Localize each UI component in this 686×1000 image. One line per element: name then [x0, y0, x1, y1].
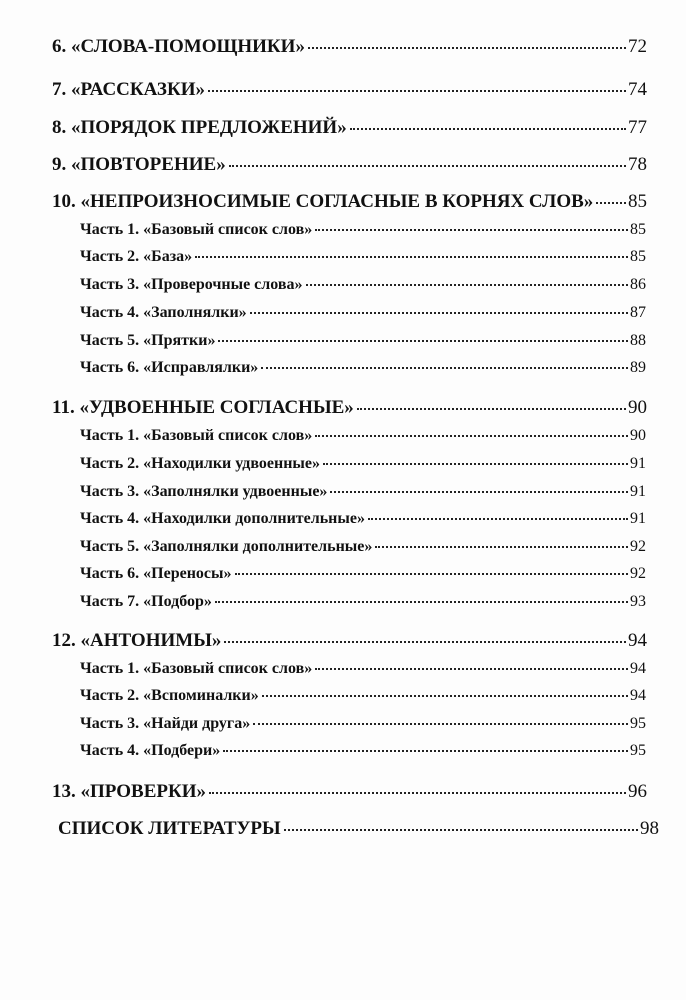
dot-leader	[218, 340, 628, 342]
toc-part-10-1	[80, 222, 646, 238]
toc-part-11-2	[80, 456, 646, 472]
toc-page-number: 95	[630, 742, 646, 759]
toc-part-10-6	[80, 360, 646, 376]
dot-leader	[209, 792, 626, 794]
dot-leader	[306, 284, 629, 286]
toc-chapter-title: 9. «ПОВТОРЕНИЕ»	[52, 154, 226, 175]
toc-page-number: 85	[630, 221, 646, 238]
dot-leader	[229, 165, 626, 167]
toc-part-title: Часть 3. «Заполнялки удвоенные»	[80, 483, 328, 500]
toc-chapter-title: 6. «СЛОВА-ПОМОЩНИКИ»	[52, 36, 305, 57]
dot-leader	[350, 128, 626, 130]
toc-page-number: 72	[628, 36, 647, 57]
toc-page-number: 89	[630, 359, 646, 376]
toc-part-title: Часть 3. «Проверочные слова»	[80, 276, 303, 293]
toc-page-number: 86	[630, 276, 646, 293]
toc-chapter-11	[52, 398, 647, 417]
dot-leader	[223, 750, 628, 752]
toc-chapter-8	[52, 118, 647, 137]
toc-page-number: 93	[630, 593, 646, 610]
toc-part-title: Часть 5. «Прятки»	[80, 332, 216, 349]
dot-leader	[315, 229, 628, 231]
toc-chapter-10	[52, 192, 647, 211]
dot-leader	[315, 435, 628, 437]
toc-part-10-3	[80, 277, 646, 293]
toc-chapter-6	[52, 37, 647, 56]
toc-part-title: Часть 1. «Базовый список слов»	[80, 660, 313, 677]
dot-leader	[253, 723, 628, 725]
toc-part-title: Часть 6. «Исправлялки»	[80, 359, 259, 376]
toc-page-number: 87	[630, 304, 646, 321]
toc-page-number: 88	[630, 332, 646, 349]
toc-part-title: Часть 3. «Найди друга»	[80, 715, 251, 732]
toc-page-number: 94	[630, 660, 646, 677]
toc-page-number: 78	[628, 154, 647, 175]
toc-chapter-13	[52, 782, 647, 801]
toc-part-title: Часть 2. «Находилки удвоенные»	[80, 455, 321, 472]
toc-part-title: Часть 2. «База»	[80, 248, 193, 265]
toc-part-12-3	[80, 716, 646, 732]
toc-part-title: Часть 4. «Заполнялки»	[80, 304, 247, 321]
dot-leader	[357, 408, 626, 410]
toc-chapter-12	[52, 631, 647, 650]
toc-chapter-title: 12. «АНТОНИМЫ»	[52, 630, 222, 651]
toc-chapter-title: 7. «РАССКАЗКИ»	[52, 79, 206, 100]
toc-part-12-2	[80, 688, 646, 704]
toc-chapter-title: 8. «ПОРЯДОК ПРЕДЛОЖЕНИЙ»	[52, 117, 347, 138]
toc-part-10-5	[80, 333, 646, 349]
dot-leader	[215, 601, 628, 603]
toc-page-number: 91	[630, 483, 646, 500]
toc-part-title: Часть 2. «Вспоминалки»	[80, 687, 259, 704]
dot-leader	[224, 641, 626, 643]
toc-page-number: 95	[630, 715, 646, 732]
toc-part-title: Часть 4. «Подбери»	[80, 742, 221, 759]
toc-chapter-title: 10. «НЕПРОИЗНОСИМЫЕ СОГЛАСНЫЕ В КОРНЯХ СЛОВ»	[52, 191, 594, 212]
toc-chapter-title: 13. «ПРОВЕРКИ»	[52, 781, 207, 802]
toc-part-title: Часть 5. «Заполнялки дополнительные»	[80, 538, 373, 555]
toc-chapter-9	[52, 155, 647, 174]
toc-part-11-3	[80, 484, 646, 500]
toc-part-10-2	[80, 249, 646, 265]
dot-leader	[235, 573, 628, 575]
toc-part-11-1	[80, 428, 646, 444]
toc-page-number: 91	[630, 510, 646, 527]
toc-page-number: 92	[630, 565, 646, 582]
toc-chapter-7	[52, 80, 647, 99]
toc-part-11-6	[80, 566, 646, 582]
toc-page-number: 85	[628, 191, 647, 212]
toc-part-title: Часть 6. «Переносы»	[80, 565, 232, 582]
dot-leader	[375, 546, 628, 548]
toc-part-10-4	[80, 305, 646, 321]
toc-part-11-4	[80, 511, 646, 527]
dot-leader	[195, 256, 628, 258]
toc-page-number: 77	[628, 117, 647, 138]
toc-part-title: Часть 1. «Базовый список слов»	[80, 221, 313, 238]
toc-page-number: 74	[628, 79, 647, 100]
toc-page-number: 94	[628, 630, 647, 651]
toc-part-11-7	[80, 594, 646, 610]
toc-part-12-4	[80, 743, 646, 759]
toc-page-number: 94	[630, 687, 646, 704]
toc-page-number: 91	[630, 455, 646, 472]
toc-page-number: 85	[630, 248, 646, 265]
dot-leader	[315, 668, 628, 670]
dot-leader	[262, 695, 628, 697]
toc-part-title: Часть 7. «Подбор»	[80, 593, 212, 610]
dot-leader	[261, 367, 628, 369]
toc-page-number: 98	[640, 818, 659, 839]
dot-leader	[330, 491, 628, 493]
dot-leader	[596, 202, 626, 204]
toc-part-title: Часть 4. «Находилки дополнительные»	[80, 510, 365, 527]
dot-leader	[368, 518, 628, 520]
dot-leader	[284, 829, 638, 831]
toc-literature-title: СПИСОК ЛИТЕРАТУРЫ	[58, 818, 281, 839]
toc-page-number: 92	[630, 538, 646, 555]
dot-leader	[308, 47, 626, 49]
dot-leader	[208, 90, 626, 92]
toc-literature	[58, 819, 659, 838]
dot-leader	[323, 463, 628, 465]
toc-part-title: Часть 1. «Базовый список слов»	[80, 427, 313, 444]
toc-page-number: 90	[628, 397, 647, 418]
toc-page-number: 90	[630, 427, 646, 444]
toc-part-12-1	[80, 661, 646, 677]
dot-leader	[250, 312, 628, 314]
toc-part-11-5	[80, 539, 646, 555]
toc-chapter-title: 11. «УДВОЕННЫЕ СОГЛАСНЫЕ»	[52, 397, 354, 418]
toc-page-number: 96	[628, 781, 647, 802]
